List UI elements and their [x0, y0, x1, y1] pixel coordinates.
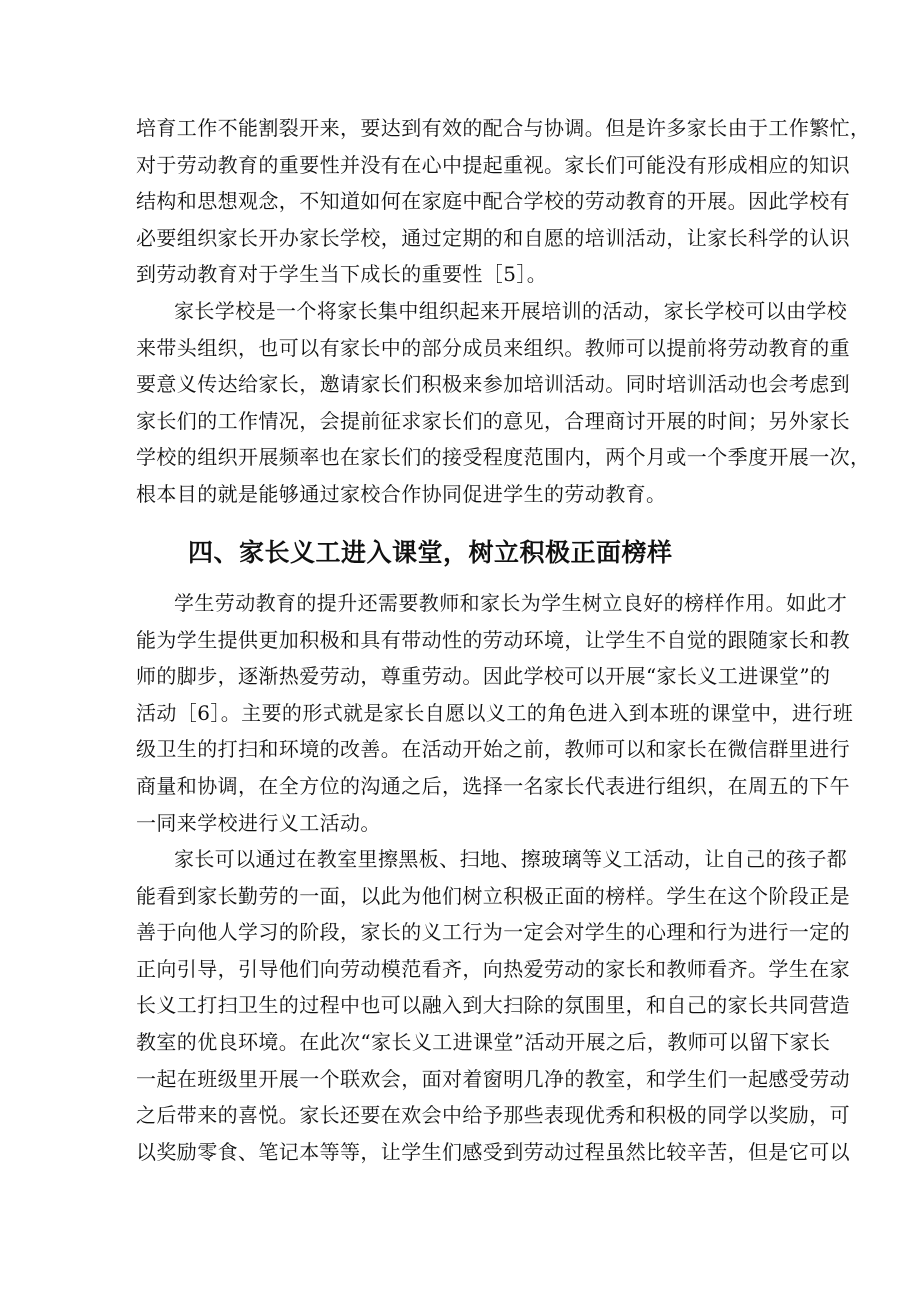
text-line: 善于向他人学习的阶段，家长的义工行为一定会对学生的心理和行为进行一定的: [136, 920, 850, 945]
text-line: 级卫生的打扫和环境的改善。在活动开始之前，教师可以和家长在微信群里进行: [136, 737, 850, 762]
text-line: 家长可以通过在教室里擦黑板、扫地、擦玻璃等义工活动，让自己的孩子都: [174, 847, 848, 871]
paragraph-volunteer-activities: [136, 841, 850, 1170]
text-line: 家长学校是一个将家长集中组织起来开展培训的活动，家长学校可以由学校: [174, 299, 848, 323]
section-heading: 四、家长义工进入课堂，树立积极正面榜样: [188, 538, 673, 567]
text-line: 一起在班级里开展一个联欢会，面对着窗明几净的教室，和学生们一起感受劳动: [136, 1066, 850, 1091]
text-line: 能为学生提供更加积极和具有带动性的劳动环境，让学生不自觉的跟随家长和教: [136, 627, 850, 652]
text-line: 到劳动教育对于学生当下成长的重要性［5］。: [136, 262, 548, 287]
text-line: 教室的优良环境。在此次“家长义工进课堂”活动开展之后，教师可以留下家长: [136, 1029, 831, 1054]
text-line: 根本目的就是能够通过家校合作协同促进学生的劳动教育。: [136, 481, 667, 506]
paragraph-parent-school: [136, 293, 871, 513]
text-line: 学校的组织开展频率也在家长们的接受程度范围内，两个月或一个季度开展一次，: [136, 445, 871, 470]
text-line: 结构和思想观念，不知道如何在家庭中配合学校的劳动教育的开展。因此学校有: [136, 189, 850, 214]
text-line: 之后带来的喜悦。家长还要在欢会中给予那些表现优秀和积极的同学以奖励，可: [136, 1103, 850, 1128]
text-line: 必要组织家长开办家长学校，通过定期的和自愿的培训活动，让家长科学的认识: [136, 225, 850, 250]
text-line: 长义工打扫卫生的过程中也可以融入到大扫除的氛围里，和自己的家长共同营造: [136, 993, 850, 1018]
text-line: 能看到家长勤劳的一面，以此为他们树立积极正面的榜样。学生在这个阶段正是: [136, 883, 850, 908]
text-line: 师的脚步，逐渐热爱劳动，尊重劳动。因此学校可以开展“家长义工进课堂”的: [136, 664, 831, 689]
text-line: 一同来学校进行义工活动。: [136, 810, 381, 835]
text-line: 家长们的工作情况，会提前征求家长们的意见，合理商讨开展的时间；另外家长: [136, 408, 850, 433]
text-line: 要意义传达给家长，邀请家长们积极来参加培训活动。同时培训活动也会考虑到: [136, 372, 850, 397]
text-line: 商量和协调，在全方位的沟通之后，选择一名家长代表进行组织，在周五的下午: [136, 773, 850, 798]
text-line: 培育工作不能割裂开来，要达到有效的配合与协调。但是许多家长由于工作繁忙，: [136, 116, 871, 140]
text-line: 来带头组织，也可以有家长中的部分成员来组织。教师可以提前将劳动教育的重: [136, 335, 850, 360]
text-line: 正向引导，引导他们向劳动模范看齐，向热爱劳动的家长和教师看齐。学生在家: [136, 956, 850, 981]
text-line: 对于劳动教育的重要性并没有在心中提起重视。家长们可能没有形成相应的知识: [136, 152, 850, 177]
paragraph-role-model: [136, 585, 854, 841]
text-line: 学生劳动教育的提升还需要教师和家长为学生树立良好的榜样作用。如此才: [174, 591, 848, 615]
paragraph-family-coordination: [136, 110, 871, 293]
text-line: 以奖励零食、笔记本等等，让学生们感受到劳动过程虽然比较辛苦，但是它可以: [136, 1139, 850, 1164]
text-line: 活动［6］。主要的形式就是家长自愿以义工的角色进入到本班的课堂中，进行班: [136, 700, 854, 725]
